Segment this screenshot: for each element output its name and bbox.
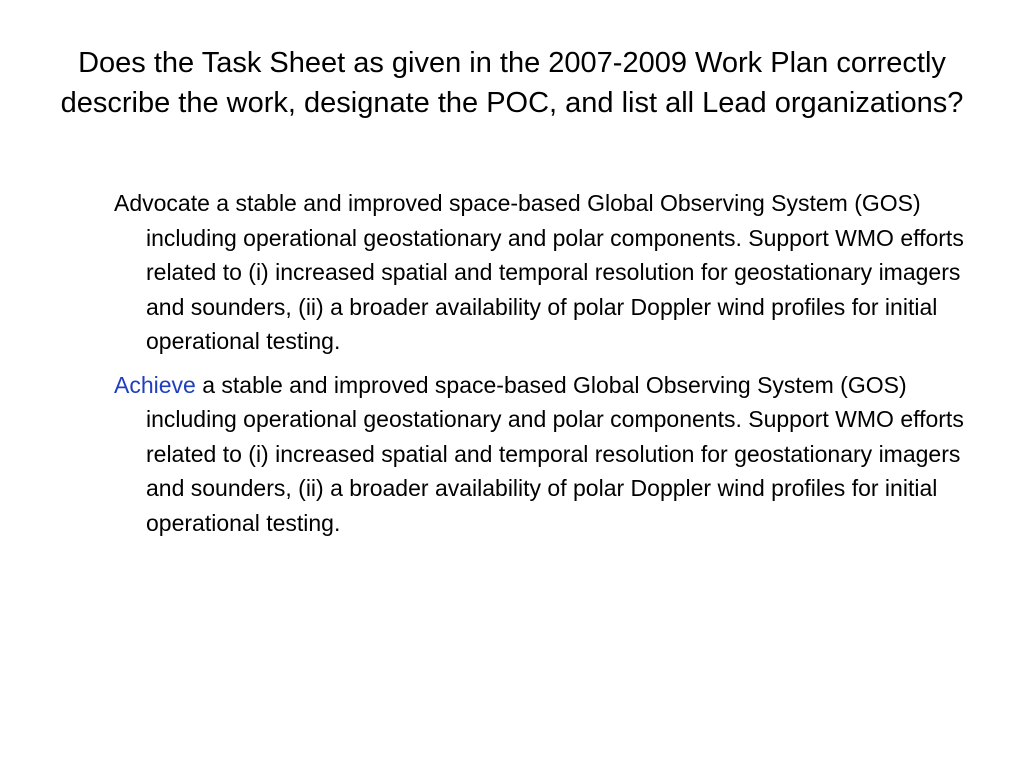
paragraph-achieve-text: a stable and improved space-based Global Observing System (GOS) including operational geostationary and polar components. Support WMO efforts related to (i) increased spatial and temporal resolution for geostationary imagers and sounders, (ii) a broader availability of polar Doppler wind profiles for initial operational testing. — [146, 371, 964, 536]
slide-body — [114, 186, 974, 549]
slide-title: Does the Task Sheet as given in the 2007-2009 Work Plan correctly describe the work, designate the POC, and list all Lead organizations? — [60, 47, 964, 119]
paragraph-achieve — [114, 368, 974, 541]
paragraph-advocate: Advocate a stable and improved space-based Global Observing System (GOS) including operational geostationary and polar components. Support WMO efforts related to (i) increased spatial and temporal resolution for geostationary imagers and sounders, (ii) a broader availability of polar Doppler wind profiles for initial operational testing. — [114, 190, 964, 354]
highlighted-word-achieve: Achieve — [114, 371, 196, 398]
